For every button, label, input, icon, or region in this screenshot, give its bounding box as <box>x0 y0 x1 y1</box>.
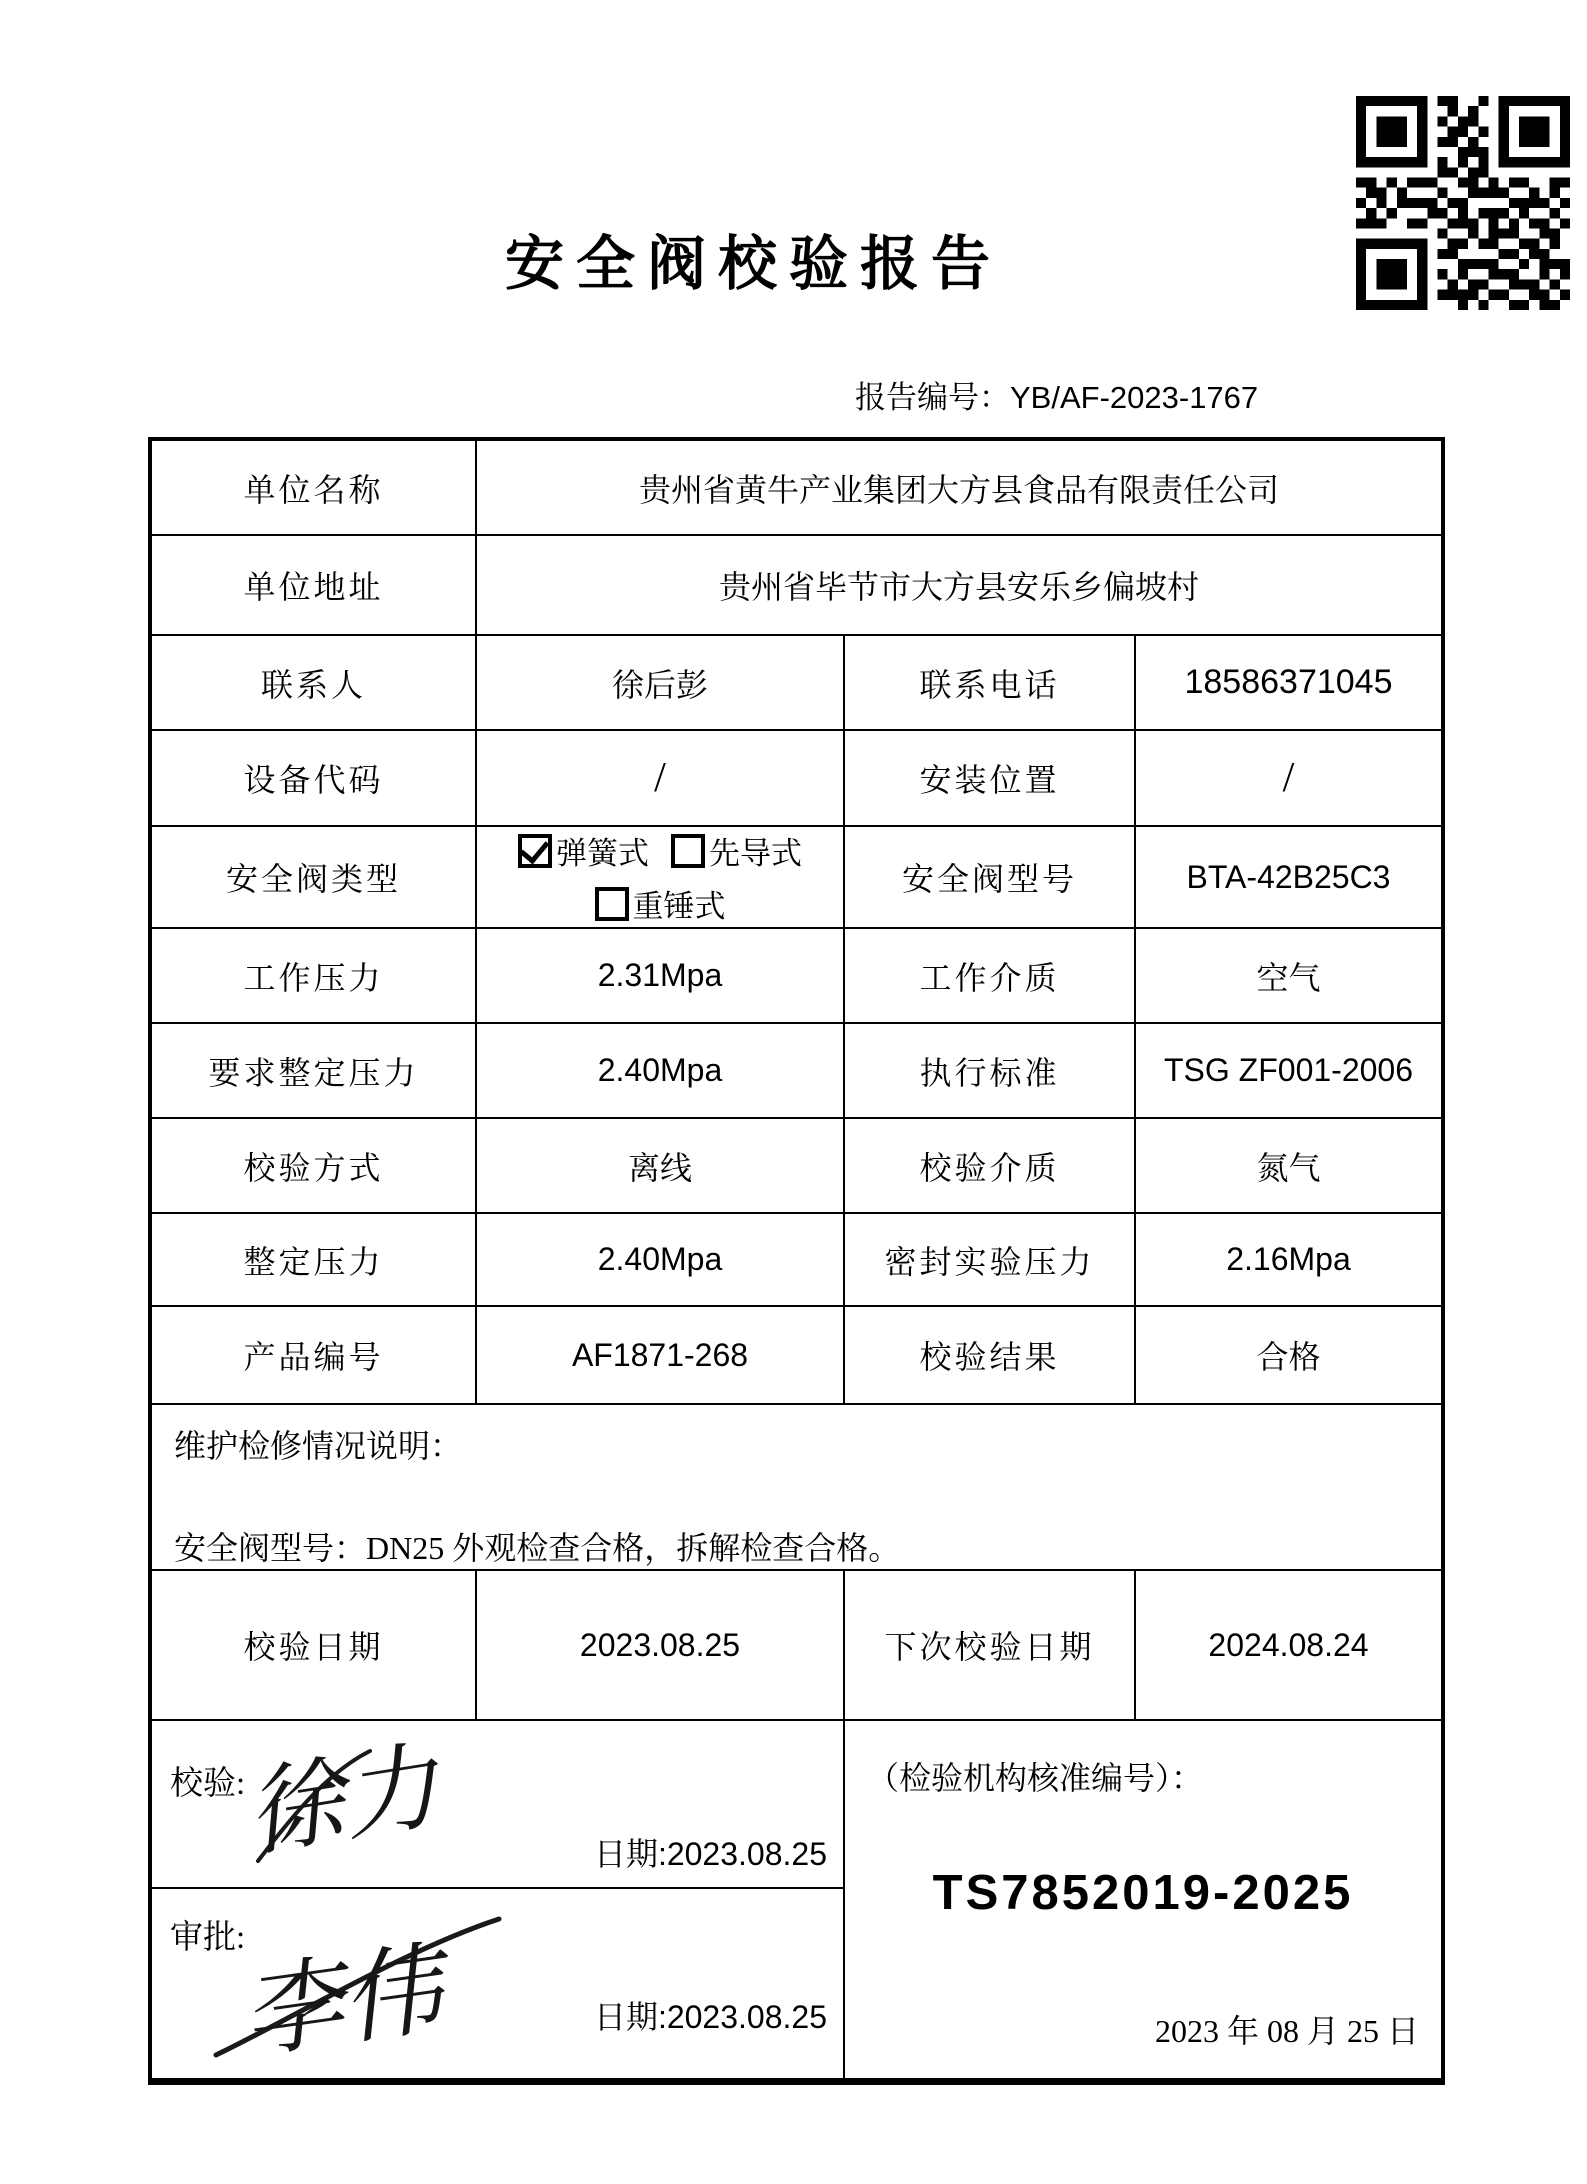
field-value-standard: TSG ZF001-2006 <box>1136 1024 1441 1119</box>
svg-text:李伟: 李伟 <box>235 1933 449 2072</box>
checkbox-spring-label: 弹簧式 <box>556 836 649 871</box>
field-label-calibration-method: 校验方式 <box>152 1119 477 1214</box>
field-value-phone: 18586371045 <box>1136 636 1441 731</box>
field-value-unit-name: 贵州省黄牛产业集团大方县食品有限责任公司 <box>477 441 1441 536</box>
report-number-line <box>855 372 1258 417</box>
checkbox-weight-label: 重锤式 <box>632 889 726 924</box>
field-label-calibration-result: 校验结果 <box>845 1307 1136 1405</box>
approver-label: 审批: <box>170 1920 246 1956</box>
maintenance-note-content: 安全阀型号：DN25 外观检查合格，拆解检查合格。 <box>174 1530 901 1566</box>
calibrator-block <box>152 1721 843 1889</box>
field-label-unit-name: 单位名称 <box>152 441 477 536</box>
field-value-valve-model: BTA-42B25C3 <box>1136 827 1441 929</box>
maintenance-note-title: 维护检修情况说明： <box>174 1428 463 1464</box>
field-label-next-calibration-date: 下次校验日期 <box>845 1571 1136 1721</box>
field-label-valve-type: 安全阀类型 <box>152 827 477 929</box>
field-label-standard: 执行标准 <box>845 1024 1136 1119</box>
valve-type-line-2 <box>595 881 726 926</box>
org-code-value: TS7852019-2025 <box>932 1866 1354 1920</box>
field-value-next-calibration-date: 2024.08.24 <box>1136 1571 1441 1721</box>
calibrator-label: 校验: <box>170 1766 246 1802</box>
field-value-valve-type <box>477 827 845 929</box>
field-value-seal-test-pressure: 2.16Mpa <box>1136 1214 1441 1307</box>
field-label-unit-address: 单位地址 <box>152 536 477 636</box>
field-value-set-pressure: 2.40Mpa <box>477 1214 845 1307</box>
field-label-working-pressure: 工作压力 <box>152 929 477 1024</box>
field-value-required-set-pressure: 2.40Mpa <box>477 1024 845 1119</box>
field-value-product-no: AF1871-268 <box>477 1307 845 1405</box>
field-value-contact: 徐后彭 <box>477 636 845 731</box>
page-title: 安全阀校验报告 <box>505 231 1003 297</box>
checkbox-pilot-icon <box>671 834 705 868</box>
checkbox-item-spring <box>518 828 649 873</box>
field-value-unit-address: 贵州省毕节市大方县安乐乡偏坡村 <box>477 536 1441 636</box>
field-label-calibration-medium: 校验介质 <box>845 1119 1136 1214</box>
qr-code-svg <box>1356 96 1570 310</box>
field-label-contact: 联系人 <box>152 636 477 731</box>
field-value-working-medium: 空气 <box>1136 929 1441 1024</box>
report-number-value: YB/AF-2023-1767 <box>1010 380 1259 415</box>
valve-type-line-1 <box>518 828 802 873</box>
field-value-calibration-method: 离线 <box>477 1119 845 1214</box>
field-label-working-medium: 工作介质 <box>845 929 1136 1024</box>
field-label-phone: 联系电话 <box>845 636 1136 731</box>
issue-date: 2023 年 08 月 25 日 <box>1154 2013 1419 2049</box>
field-label-product-no: 产品编号 <box>152 1307 477 1405</box>
org-code-label: （检验机构核准编号）： <box>867 1760 1204 1796</box>
checkbox-item-weight <box>595 881 726 926</box>
field-value-calibration-medium: 氮气 <box>1136 1119 1441 1214</box>
qr-code <box>1356 96 1570 310</box>
field-label-required-set-pressure: 要求整定压力 <box>152 1024 477 1119</box>
field-value-calibration-result: 合格 <box>1136 1307 1441 1405</box>
field-label-set-pressure: 整定压力 <box>152 1214 477 1307</box>
checkbox-pilot-label: 先导式 <box>709 836 802 871</box>
calibrator-signature <box>230 1723 480 1893</box>
svg-text:徐力: 徐力 <box>239 1732 446 1869</box>
signature-area <box>152 1721 845 2078</box>
field-value-working-pressure: 2.31Mpa <box>477 929 845 1024</box>
field-value-install-location: / <box>1136 731 1441 827</box>
checkbox-item-pilot <box>671 828 802 873</box>
field-label-device-code: 设备代码 <box>152 731 477 827</box>
maintenance-note <box>152 1405 1441 1571</box>
field-label-valve-model: 安全阀型号 <box>845 827 1136 929</box>
field-label-calibration-date: 校验日期 <box>152 1571 477 1721</box>
approver-date: 日期:2023.08.25 <box>593 1999 827 2035</box>
field-value-device-code: / <box>477 731 845 827</box>
approver-signature <box>204 1905 514 2080</box>
field-label-seal-test-pressure: 密封实验压力 <box>845 1214 1136 1307</box>
field-label-install-location: 安装位置 <box>845 731 1136 827</box>
inspection-org-area <box>845 1721 1441 2078</box>
calibrator-date: 日期:2023.08.25 <box>593 1836 827 1872</box>
checkbox-weight-icon <box>595 887 629 921</box>
report-table <box>148 437 1445 2085</box>
checkbox-spring-icon <box>518 834 552 868</box>
field-value-calibration-date: 2023.08.25 <box>477 1571 845 1721</box>
report-number-label: 报告编号： <box>855 380 1010 415</box>
approver-block <box>152 1889 843 2076</box>
